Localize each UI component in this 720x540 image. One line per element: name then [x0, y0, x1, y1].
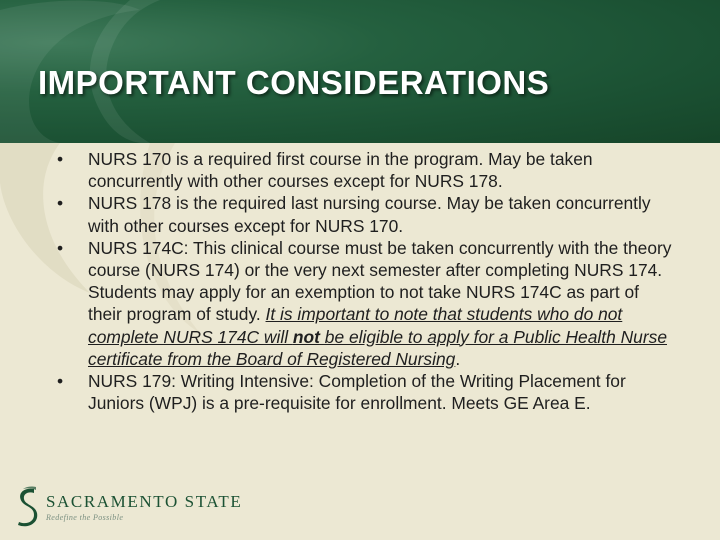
slide-title: IMPORTANT CONSIDERATIONS	[38, 64, 550, 101]
bullet-list	[57, 148, 677, 414]
bullet-item	[57, 370, 677, 414]
bullet-text: NURS 178 is the required last nursing course. May be taken concurrently with other courses except for NURS 170.	[88, 193, 651, 236]
bullet-item	[57, 192, 677, 236]
bullet-marker: •	[57, 237, 64, 258]
bullet-marker: •	[57, 371, 64, 392]
bullet-text: NURS 170 is a required first course in the program. May be taken concurrently with other courses except for NURS 178.	[88, 149, 593, 192]
bullet-marker: •	[57, 193, 64, 214]
bullet-marker: •	[57, 149, 64, 169]
logo-name: SACRAMENTO STATE	[46, 492, 243, 511]
emphasis-bold-text: not	[292, 326, 320, 347]
sacramento-state-logo	[14, 485, 243, 529]
bullet-item	[57, 237, 677, 370]
bullet-text: NURS 174C: This clinical course must be taken concurrently with the theory course (NURS 174) or the very next semester after completing NURS 174. Students may apply for an exemption to not take NURS 174C as part of their program of study.	[88, 237, 672, 325]
emphasis-text-continued: be eligible to apply for a Public Health Nurse certificate from the Board of Registered Nursing	[88, 326, 667, 369]
logo-s-icon	[14, 485, 40, 527]
emphasis-text: It is important to note that students who do not complete NURS 174C will	[88, 304, 623, 347]
bullet-text: NURS 179: Writing Intensive: Completion of the Writing Placement for Juniors (WPJ) is a pre-requisite for enrollment. Meets GE Area E.	[88, 371, 626, 414]
logo-tagline: Redefine the Possible	[46, 513, 124, 522]
bullet-text-end: .	[455, 348, 461, 369]
title-banner	[0, 0, 720, 143]
bullet-item	[57, 148, 677, 192]
